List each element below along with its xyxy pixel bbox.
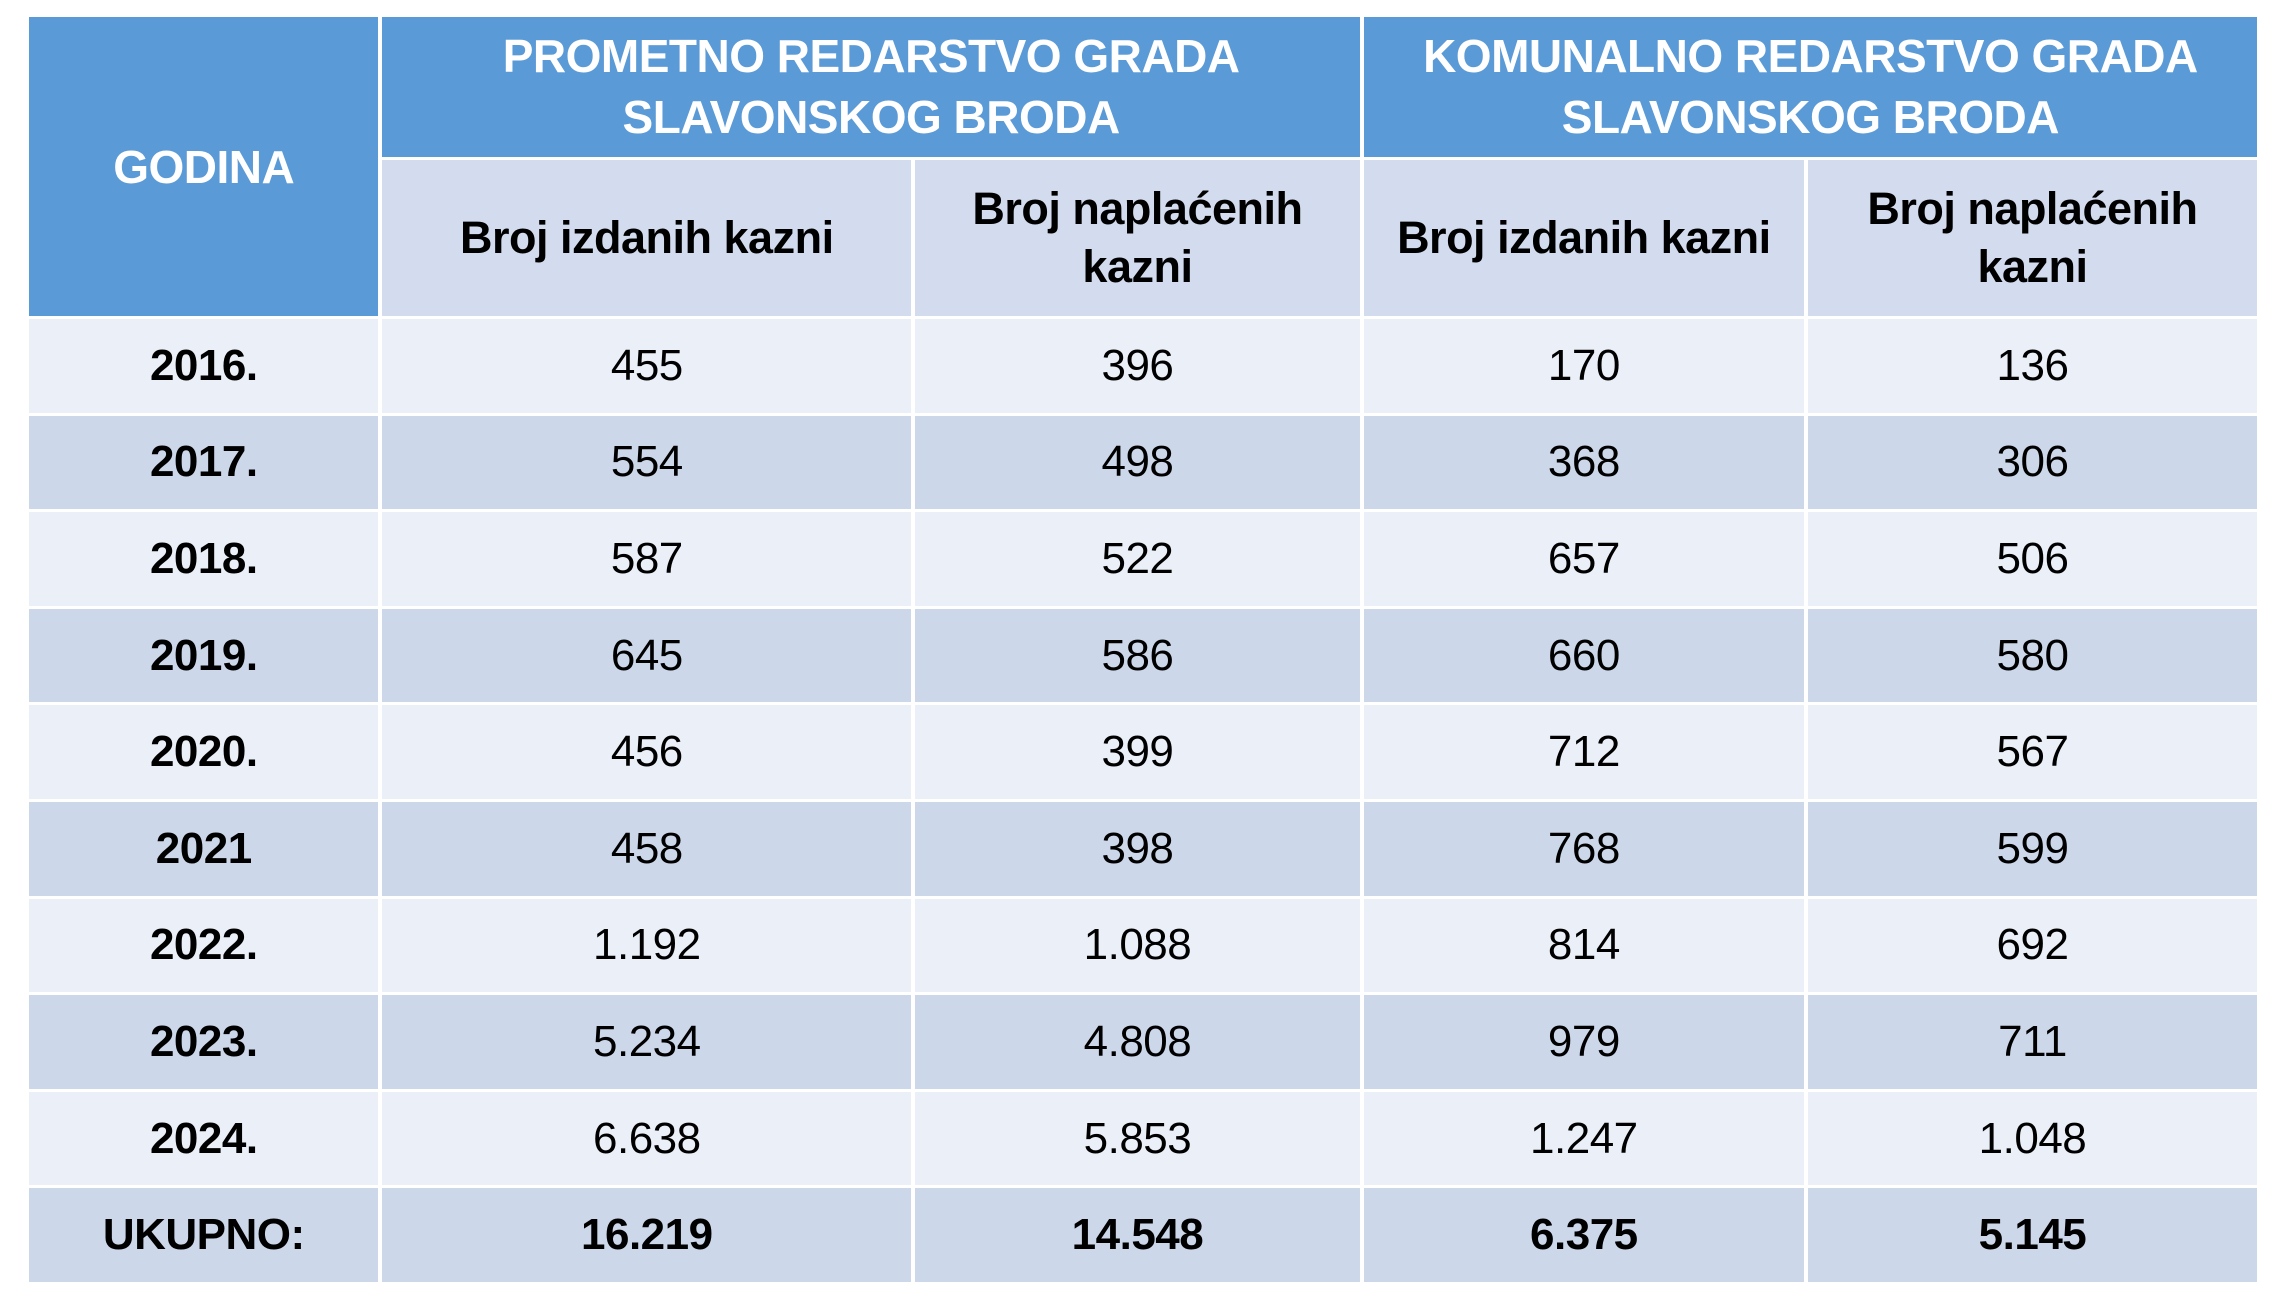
value-cell: 711 <box>1808 995 2257 1089</box>
value-cell: 306 <box>1808 416 2257 510</box>
value-cell: 580 <box>1808 609 2257 703</box>
value-cell: 6.375 <box>1364 1188 1804 1282</box>
value-cell: 5.234 <box>382 995 911 1089</box>
table-row <box>29 319 2257 413</box>
value-cell: 368 <box>1364 416 1804 510</box>
value-cell: 586 <box>915 609 1360 703</box>
fines-table <box>25 14 2261 1285</box>
value-cell: 170 <box>1364 319 1804 413</box>
value-cell: 5.853 <box>915 1092 1360 1186</box>
value-cell: 645 <box>382 609 911 703</box>
value-cell: 398 <box>915 802 1360 896</box>
row-year-label: 2021 <box>29 802 378 896</box>
value-cell: 522 <box>915 512 1360 606</box>
value-cell: 814 <box>1364 899 1804 993</box>
value-cell: 4.808 <box>915 995 1360 1089</box>
value-cell: 396 <box>915 319 1360 413</box>
value-cell: 399 <box>915 705 1360 799</box>
column-header-prometno-naplacene-kazne: Broj naplaćenih kazni <box>915 160 1360 316</box>
table-row <box>29 705 2257 799</box>
row-year-label: 2022. <box>29 899 378 993</box>
table-header-group-row <box>29 17 2257 157</box>
row-year-label: 2018. <box>29 512 378 606</box>
value-cell: 712 <box>1364 705 1804 799</box>
row-year-label: 2016. <box>29 319 378 413</box>
value-cell: 498 <box>915 416 1360 510</box>
value-cell: 692 <box>1808 899 2257 993</box>
table-row <box>29 512 2257 606</box>
table-row <box>29 416 2257 510</box>
value-cell: 506 <box>1808 512 2257 606</box>
value-cell: 6.638 <box>382 1092 911 1186</box>
table-row <box>29 995 2257 1089</box>
value-cell: 599 <box>1808 802 2257 896</box>
value-cell: 1.247 <box>1364 1092 1804 1186</box>
table-body <box>29 319 2257 1282</box>
table-total-row <box>29 1188 2257 1282</box>
column-group-prometno-redarstvo: PROMETNO REDARSTVO GRADA SLAVONSKOG BRODA <box>382 17 1359 157</box>
value-cell: 660 <box>1364 609 1804 703</box>
table-row <box>29 609 2257 703</box>
value-cell: 136 <box>1808 319 2257 413</box>
row-year-label: 2019. <box>29 609 378 703</box>
row-year-label: 2017. <box>29 416 378 510</box>
value-cell: 657 <box>1364 512 1804 606</box>
row-year-label: 2024. <box>29 1092 378 1186</box>
column-group-komunalno-redarstvo: KOMUNALNO REDARSTVO GRADA SLAVONSKOG BRODA <box>1364 17 2257 157</box>
column-header-prometno-izdane-kazne: Broj izdanih kazni <box>382 160 911 316</box>
value-cell: 1.048 <box>1808 1092 2257 1186</box>
row-year-label: 2020. <box>29 705 378 799</box>
value-cell: 16.219 <box>382 1188 911 1282</box>
value-cell: 567 <box>1808 705 2257 799</box>
table-row <box>29 1092 2257 1186</box>
column-header-komunalno-izdane-kazne: Broj izdanih kazni <box>1364 160 1804 316</box>
value-cell: 458 <box>382 802 911 896</box>
value-cell: 5.145 <box>1808 1188 2257 1282</box>
value-cell: 1.088 <box>915 899 1360 993</box>
value-cell: 14.548 <box>915 1188 1360 1282</box>
column-header-komunalno-naplacene-kazne: Broj naplaćenih kazni <box>1808 160 2257 316</box>
table-row <box>29 899 2257 993</box>
value-cell: 979 <box>1364 995 1804 1089</box>
value-cell: 587 <box>382 512 911 606</box>
table-row <box>29 802 2257 896</box>
row-year-label: UKUPNO: <box>29 1188 378 1282</box>
row-year-label: 2023. <box>29 995 378 1089</box>
column-header-godina: GODINA <box>29 17 378 316</box>
value-cell: 768 <box>1364 802 1804 896</box>
value-cell: 456 <box>382 705 911 799</box>
value-cell: 554 <box>382 416 911 510</box>
value-cell: 1.192 <box>382 899 911 993</box>
value-cell: 455 <box>382 319 911 413</box>
